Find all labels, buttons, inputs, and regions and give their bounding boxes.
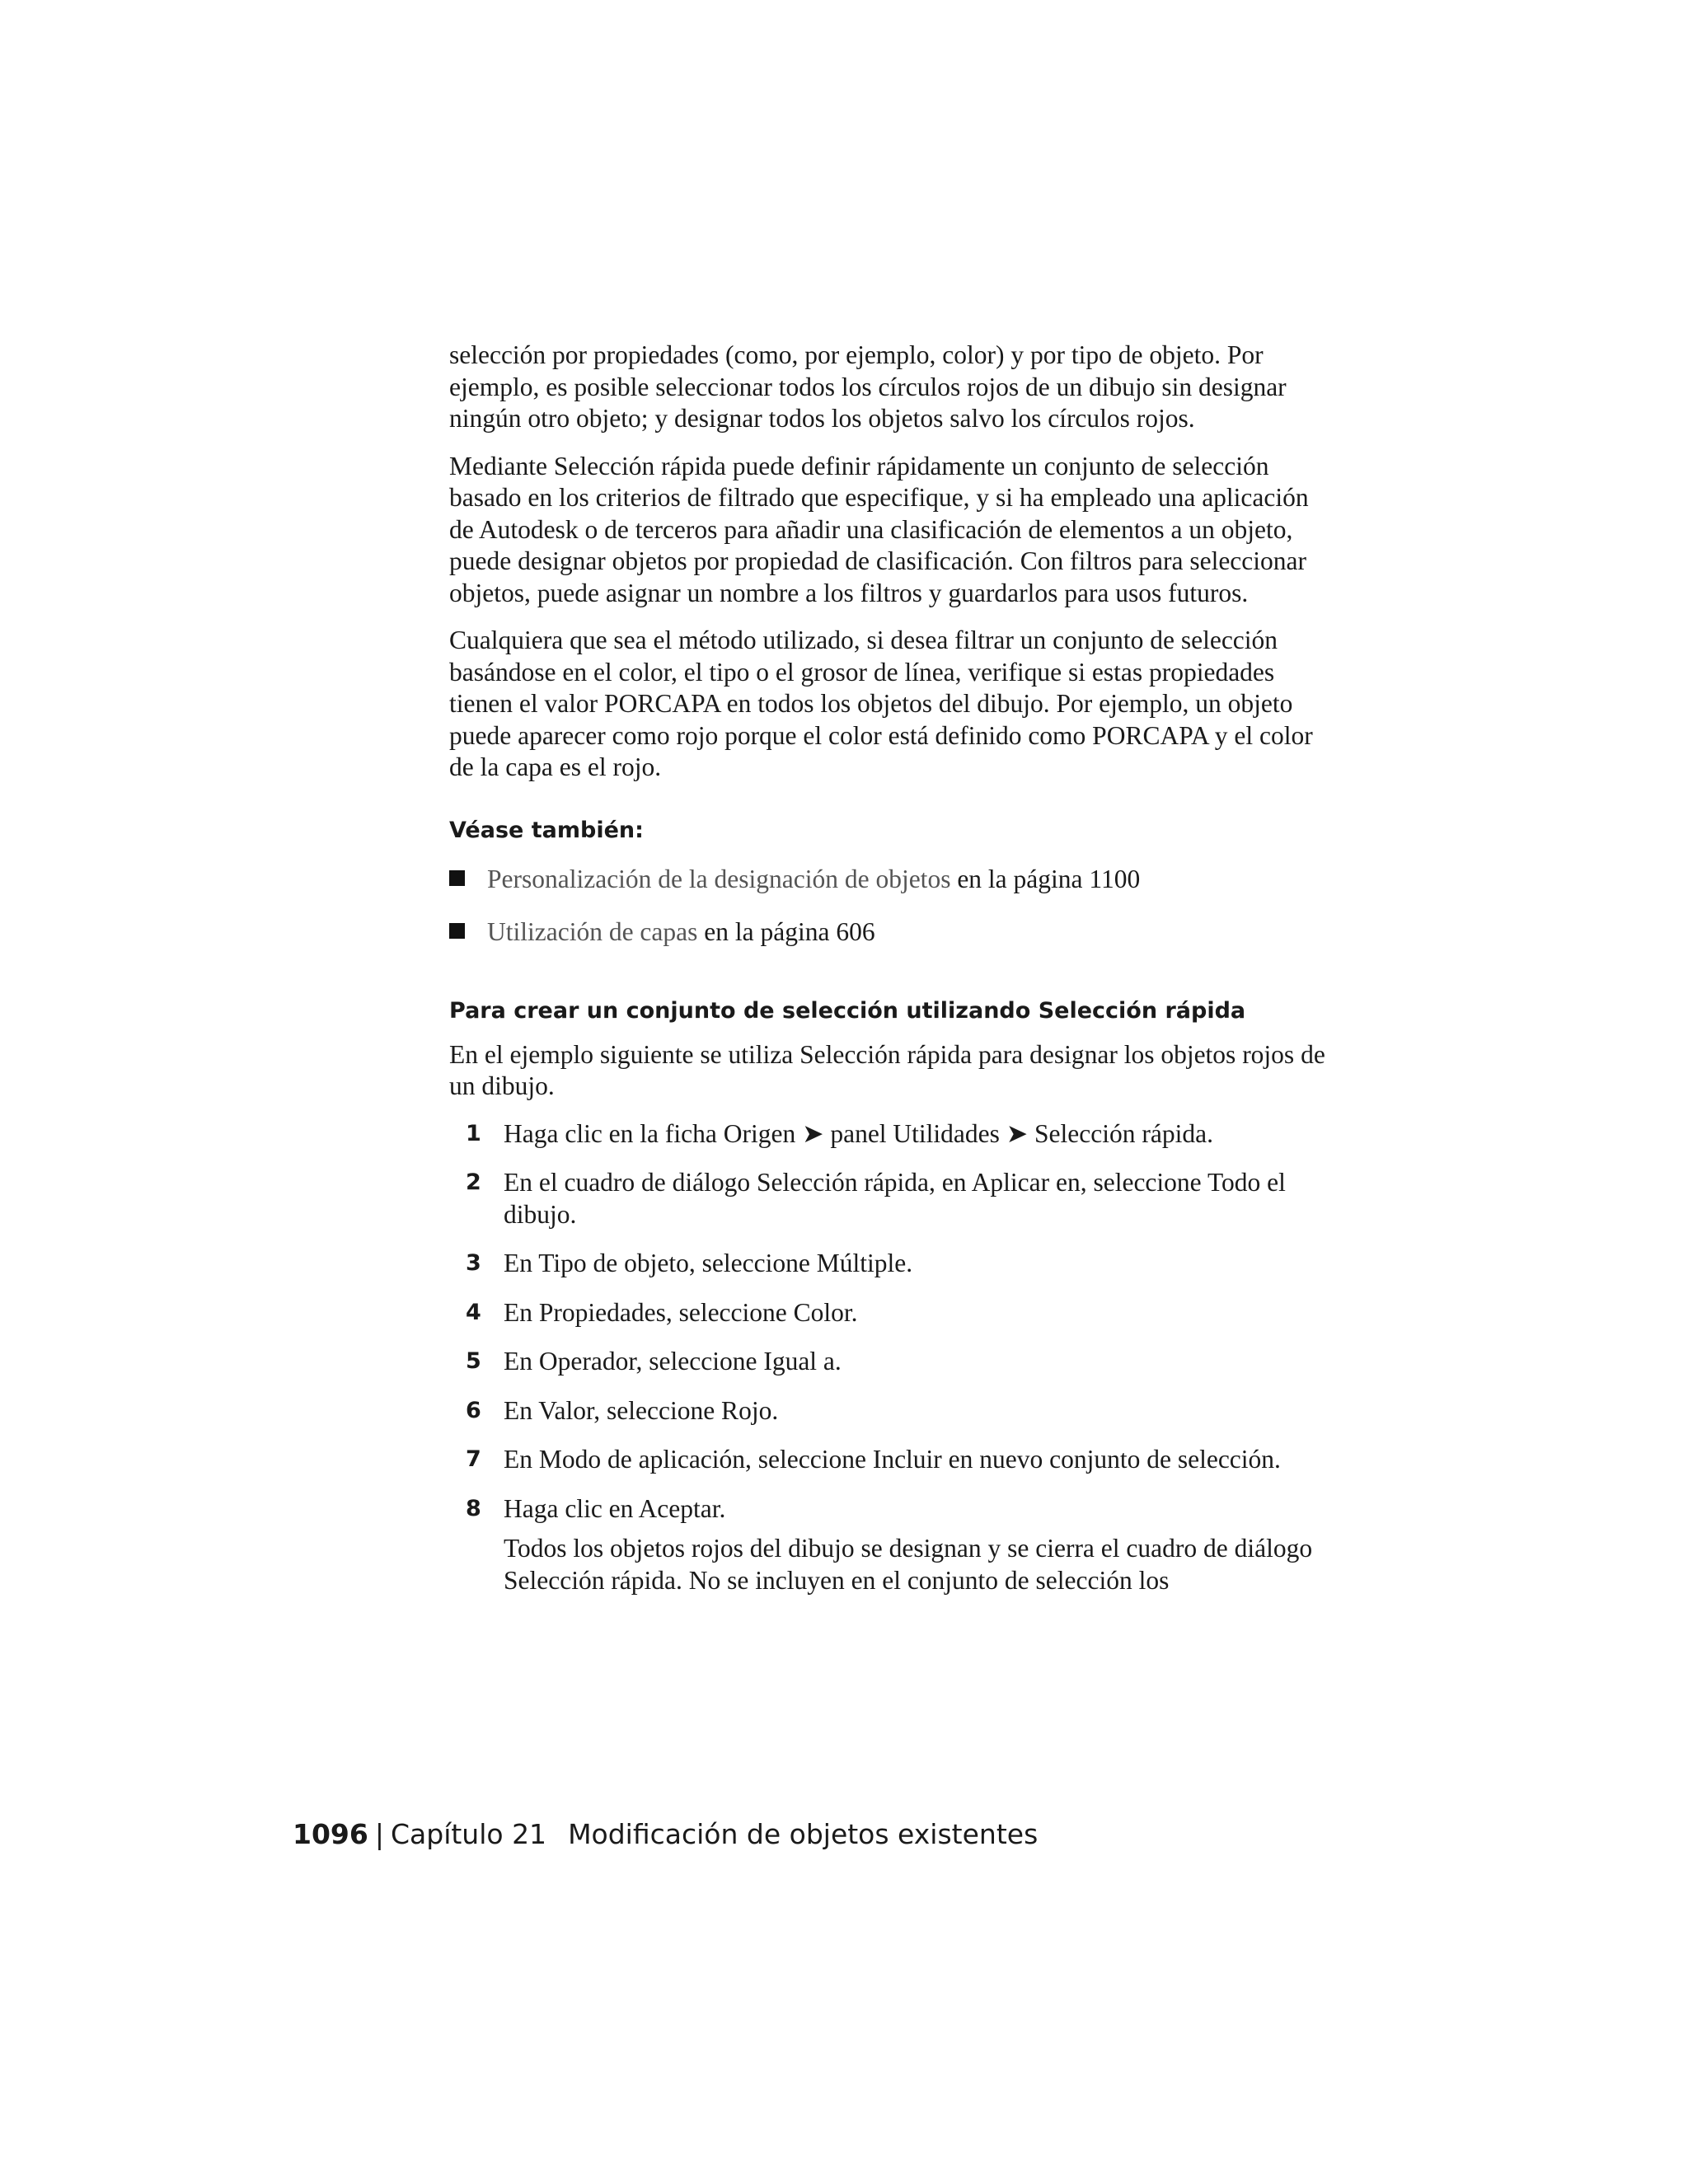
step-number: 7 — [466, 1446, 481, 1472]
procedure-step — [449, 1167, 1339, 1230]
procedure-step — [449, 1118, 1339, 1151]
see-also-link-object-selection[interactable]: Personalización de la designación de objetos — [487, 864, 951, 893]
procedure-step — [449, 1248, 1339, 1280]
footer-separator: | — [374, 1818, 384, 1850]
step-number: 5 — [466, 1348, 481, 1374]
step-number: 3 — [466, 1250, 481, 1276]
procedure-steps — [449, 1118, 1339, 1597]
step-result: Todos los objetos rojos del dibujo se designan y se cierra el cuadro de diálogo Selección rápida. No se incluyen en el conjunto de selección los — [504, 1534, 1313, 1595]
procedure-heading: Para crear un conjunto de selección utilizando Selección rápida — [449, 997, 1246, 1024]
see-also-link-layers[interactable]: Utilización de capas — [487, 917, 698, 946]
square-bullet-icon — [449, 870, 465, 886]
see-also-item — [449, 864, 1339, 896]
see-also-item — [449, 916, 1339, 949]
page-number: 1096 — [293, 1818, 368, 1850]
see-also-page-ref: en la página 1100 — [950, 864, 1141, 893]
chapter-label: Capítulo 21 — [390, 1818, 547, 1850]
step-number: 4 — [466, 1299, 481, 1325]
step-text: En Valor, seleccione Rojo. — [504, 1395, 779, 1425]
step-text: En Operador, seleccione Igual a. — [504, 1347, 842, 1376]
step-text: En el cuadro de diálogo Selección rápida, en Aplicar en, seleccione Todo el dibujo. — [504, 1168, 1286, 1229]
procedure-step — [449, 1444, 1339, 1476]
body-paragraph-2: Mediante Selección rápida puede definir rápidamente un conjunto de selección basado en los criterios de filtrado que especifique, y si ha empleado una aplicación de Autodesk o de terceros para añadir una clasificación de elementos a un objeto, puede designar objetos por propiedad de clasificación. Con filtros para seleccionar objetos, puede asignar un nombre a los filtros y guardarlos para usos futuros. — [449, 451, 1309, 607]
body-paragraph-3: Cualquiera que sea el método utilizado, si desea filtrar un conjunto de selección basándose en el color, el tipo o el grosor de línea, verifique si estas propiedades tienen el valor PORCAPA en todos los objetos del dibujo. Por ejemplo, un objeto puede aparecer como rojo porque el color está definido como PORCAPA y el color de la capa es el rojo. — [449, 626, 1313, 781]
see-also-list — [449, 864, 1339, 949]
step-number: 6 — [466, 1397, 481, 1423]
see-also-page-ref: en la página 606 — [697, 917, 875, 946]
procedure-intro: En el ejemplo siguiente se utiliza Selección rápida para designar los objetos rojos de un dibujo. — [449, 1039, 1325, 1100]
see-also-heading: Véase también: — [449, 817, 644, 843]
step-text: En Propiedades, seleccione Color. — [504, 1297, 858, 1327]
step-text: En Modo de aplicación, seleccione Incluir en nuevo conjunto de selección. — [504, 1445, 1281, 1474]
procedure-step — [449, 1395, 1339, 1427]
chapter-title: Modificación de objetos existentes — [568, 1818, 1039, 1850]
step-text: En Tipo de objeto, seleccione Múltiple. — [504, 1249, 913, 1277]
body-paragraph-1: selección por propiedades (como, por ejemplo, color) y por tipo de objeto. Por ejemplo, es posible seleccionar todos los círculos rojos de un dibujo sin designar ningún otro objeto; y designar todos los objetos salvo los círculos rojos. — [449, 340, 1287, 433]
step-text: Haga clic en Aceptar. — [504, 1493, 726, 1523]
square-bullet-icon — [449, 923, 465, 939]
procedure-step — [449, 1297, 1339, 1329]
page-content — [449, 340, 1339, 1614]
step-body — [504, 1493, 1339, 1597]
step-text: Haga clic en la ficha Origen ➤ panel Utilidades ➤ Selección rápida. — [504, 1118, 1213, 1148]
step-number: 2 — [466, 1169, 481, 1195]
procedure-step — [449, 1346, 1339, 1378]
step-number: 1 — [466, 1120, 481, 1146]
step-number: 8 — [466, 1495, 481, 1521]
page-footer — [293, 1818, 1038, 1851]
procedure-step — [449, 1493, 1339, 1597]
